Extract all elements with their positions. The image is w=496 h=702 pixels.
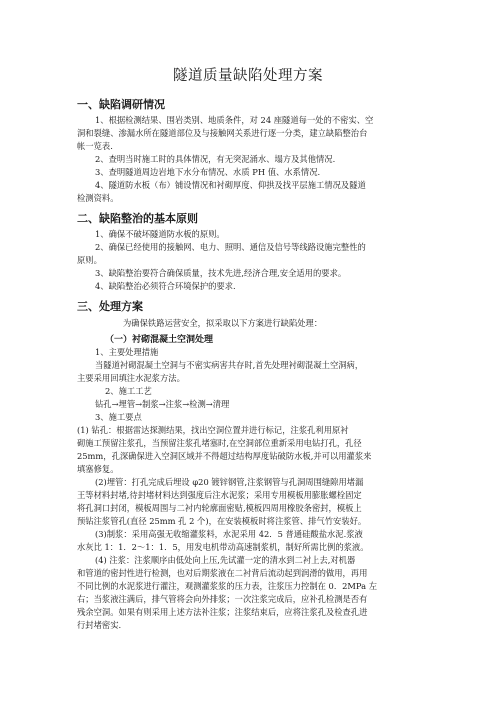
paragraph-line: 1、根据检测结果、围岩类别、地质条件，对 24 座隧道每一处的不密实、空 [95,115,374,125]
paragraph-line: 残余空洞。如果有则采用上述方法补注浆；注浆结束后，应将注浆孔及检查孔进 [77,607,368,617]
paragraph-line: 1、主要处理措施 [95,347,159,357]
paragraph-line: 和管道的密封性进行检测，也对后期浆液在二衬背后流动起到润滑的做用，再用 [77,568,368,578]
paragraph-line: (3)制浆：采用高强无收缩灌浆料，水泥采用 42．5 普通硅酸盐水泥.浆液 [95,529,363,539]
paragraph-line: 为确保铁路运营安全，拟采取以下方案进行缺陷处理： [123,318,323,328]
section-heading-principles: 二、缺陷整治的基本原则 [77,212,198,225]
section-heading-plan: 三、处理方案 [77,300,143,313]
document-title: 隧道质量缺陷处理方案 [173,68,323,84]
paragraph-line: 1、确保不破坏隧道防水板的原则。 [95,229,225,239]
paragraph-line: 王等材料封堵,待封堵材料达到强度后注水泥浆；采用专用模板用膨胀螺栓固定 [77,490,362,500]
paragraph-line: 2、查明当时施工时的具体情况，有无突泥涌水、塌方及其他情况. [95,154,336,164]
paragraph-line: 检测资料。 [77,193,119,203]
paragraph-line: 填塞修复。 [77,464,119,474]
paragraph-line: 3、施工要点 [95,412,142,422]
paragraph-line: 原则。 [77,255,102,265]
paragraph-line: 2、施工工艺 [105,386,152,396]
paragraph-line: 主要采用回填注水泥浆方法。 [77,373,185,383]
paragraph-line: 预钻注浆管孔(直径 25mm 孔 2 个)，在安装模板时将注浆管、排气竹安装好。 [77,516,367,526]
paragraph-line: 3、缺陷整治要符合确保质量，技术先进,经济合理,安全适用的要求。 [95,268,347,278]
paragraph-line: (1) 钻孔：根据雷达探测结果，找出空洞位置并进行标记，注浆孔利用原衬 [77,425,349,435]
section-heading-survey: 一、缺陷调研情况 [77,98,165,111]
paragraph-line: 帐一览表. [77,141,113,151]
paragraph-line: 2、确保已经使用的接触网、电力、照明、通信及信号等线路设施完整性的 [95,242,366,252]
paragraph-line: 当隧道衬砌混凝土空洞与不密实病害共存时,首先处理衬砌混凝土空洞病， [95,360,364,370]
paragraph-line: 25mm，孔深确保进入空洞区域并不得超过结构厚度钻破防水板,并可以用灌浆来 [77,451,372,461]
paragraph-line: 行封堵密实. [77,620,122,630]
subsection-heading: （一）衬砌混凝土空洞处理 [105,335,214,345]
paragraph-line: 钻孔→埋管→制浆→注浆→检测→清理 [95,399,230,409]
paragraph-line: 将孔洞口封闭，模板周围与二衬内轮廓面密贴,模板四周用橡胶条密封，模板上 [77,503,362,513]
paragraph-line: 4、隧道防水板（布）铺设情况和衬砌厚度、仰拱及找平层施工情况及隧道 [95,180,366,190]
paragraph-line: (4) 注浆：注浆顺序由低处向上压,先试灌一定的清水到二衬上去,对机器 [95,555,356,565]
paragraph-line: 洞和裂缝、渗漏水所在隧道部位及与接触网关系进行逐一分类，建立缺陷整治台 [77,128,368,138]
paragraph-line: 3、查明隧道周边岩地下水分布情况、水质 PH 值、水系情况. [95,167,321,177]
paragraph-line: 4、缺陷整治必须符合环境保护的要求. [95,281,236,291]
paragraph-line: (2)埋管：打孔完成后埋设 φ20 镀锌钢管,注浆钢管与孔洞周围缝隙用堵漏 [95,477,364,487]
paragraph-line: 右；当浆液注满后，排气管将会向外排浆；一次注浆完成后，应补孔检测是否有 [77,594,368,604]
paragraph-line: 砌施工预留注浆孔，当预留注浆孔堵塞时,在空洞部位重新采用电钻打孔，孔径 [77,438,362,448]
paragraph-line: 不同比例的水泥浆进行灌注，观测灌浆浆的压力表，注浆压力控制在 0．2MPa 左 [77,581,377,591]
paragraph-line: 水灰比 1：1．2～1：1．5，用发电机带动高速制浆机，制好所需比例的浆液。 [77,542,369,552]
